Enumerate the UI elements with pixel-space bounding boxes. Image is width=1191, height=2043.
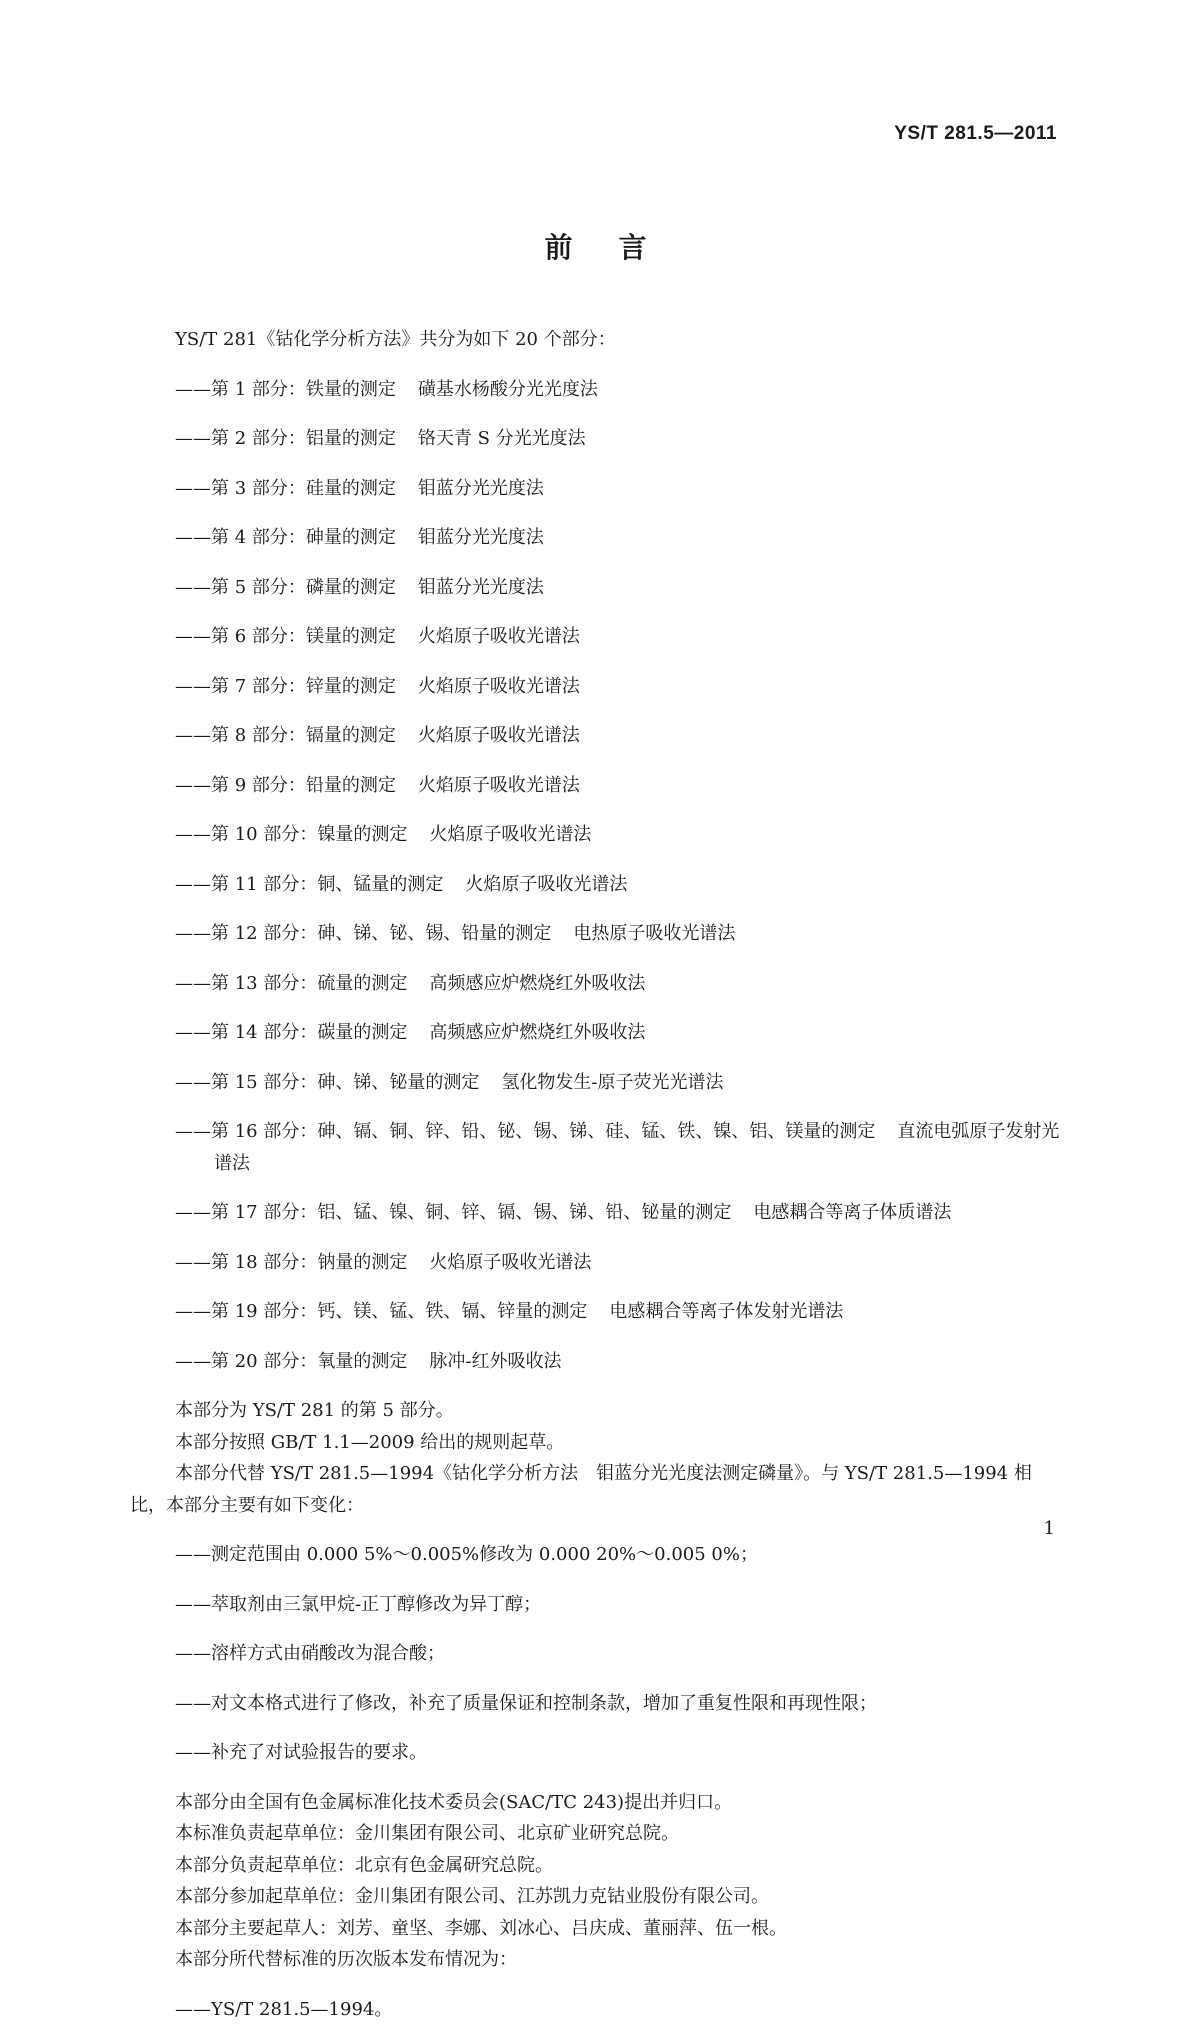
part-label: ——第 19 部分：钙、镁、锰、铁、镉、锌量的测定 — [175, 1301, 588, 1322]
list-item — [130, 1346, 1062, 1378]
part-method: 高频感应炉燃烧红外吸收法 — [429, 1022, 646, 1043]
standard-number: YS/T 281.5—2011 — [894, 123, 1057, 144]
list-item: ——溶样方式由硝酸改为混合酸； — [175, 1643, 445, 1664]
intro-paragraph: YS/T 281《钴化学分析方法》共分为如下 20 个部分： — [175, 329, 616, 350]
part-method: 火焰原子吸收光谱法 — [417, 774, 580, 796]
list-item: ——对文本格式进行了修改，补充了质量保证和控制条款，增加了重复性限和再现性限； — [175, 1692, 877, 1714]
proposer-statement: 本部分由全国有色金属标准化技术委员会(SAC/TC 243)提出并归口。 — [175, 1791, 733, 1813]
part-label: ——第 12 部分：砷、锑、铋、锡、铅量的测定 — [175, 923, 552, 944]
history-intro-statement: 本部分所代替标准的历次版本发布情况为： — [175, 1949, 517, 1970]
part-method: 氢化物发生-原子荧光光谱法 — [501, 1071, 724, 1093]
part-method: 火焰原子吸收光谱法 — [429, 824, 592, 845]
part-method: 电感耦合等离子体发射光谱法 — [609, 1301, 844, 1322]
list-item: ——补充了对试验报告的要求。 — [175, 1742, 427, 1763]
part-method: 火焰原子吸收光谱法 — [465, 873, 628, 895]
part-label: ——第 9 部分：铅量的测定 — [175, 774, 396, 796]
part-of-statement: 本部分为 YS/T 281 的第 5 部分。 — [175, 1400, 454, 1421]
part-label: ——第 2 部分：铝量的测定 — [175, 428, 396, 449]
list-item — [130, 819, 1062, 851]
part-label: ——第 10 部分：镍量的测定 — [175, 824, 408, 845]
list-item: ——测定范围由 0.000 5%～0.005%修改为 0.000 20%～0.005 0%； — [175, 1544, 758, 1565]
part-label: ——第 13 部分：硫量的测定 — [175, 972, 408, 994]
list-item — [130, 869, 1062, 901]
part-label: ——第 14 部分：碳量的测定 — [175, 1022, 408, 1043]
list-item — [130, 671, 1062, 703]
part-method: 磺基水杨酸分光光度法 — [417, 378, 598, 400]
part-label: ——第 4 部分：砷量的测定 — [175, 527, 396, 548]
parts-list — [130, 374, 1062, 1378]
part-method: 高频感应炉燃烧红外吸收法 — [429, 972, 646, 994]
list-item — [130, 374, 1062, 406]
responsible-unit-statement: 本标准负责起草单位：金川集团有限公司、北京矿业研究总院。 — [175, 1823, 679, 1844]
replaces-statement: 本部分代替 YS/T 281.5—1994《钴化学分析方法 钼蓝分光光度法测定磷量》。与 YS/T 281.5—1994 相比，本部分主要有如下变化： — [130, 1463, 1032, 1516]
part-method: 火焰原子吸收光谱法 — [417, 675, 580, 697]
list-item — [130, 621, 1062, 653]
drafters-statement: 本部分主要起草人：刘芳、童坚、李娜、刘冰心、吕庆成、董丽萍、伍一根。 — [175, 1917, 787, 1939]
part-method: 钼蓝分光光度法 — [417, 527, 544, 548]
list-item — [130, 918, 1062, 950]
list-item — [130, 1017, 1062, 1049]
part-method: 火焰原子吸收光谱法 — [417, 725, 580, 746]
changes-list — [130, 1539, 1062, 1769]
part-label: ——第 15 部分：砷、锑、铋量的测定 — [175, 1071, 480, 1093]
foreword-body — [130, 324, 1062, 2043]
part-label: ——第 1 部分：铁量的测定 — [175, 378, 396, 400]
part-label: ——第 16 部分：砷、镉、铜、锌、铅、铋、锡、锑、硅、锰、铁、镍、铝、镁量的测定 — [175, 1121, 876, 1142]
page-number: 1 — [1043, 1518, 1055, 1539]
list-item — [130, 1067, 1062, 1099]
list-item: ——萃取剂由三氯甲烷-正丁醇修改为异丁醇； — [175, 1593, 542, 1615]
part-method: 电感耦合等离子体质谱法 — [753, 1202, 952, 1223]
part-method: 火焰原子吸收光谱法 — [417, 626, 580, 647]
list-item: ——YS/T 281.5—1994。 — [175, 1998, 393, 2020]
part-label: ——第 11 部分：铜、锰量的测定 — [175, 873, 444, 895]
history-list — [130, 1994, 1062, 2026]
list-item — [130, 1296, 1062, 1328]
part-method: 钼蓝分光光度法 — [417, 477, 544, 499]
list-item — [130, 1247, 1062, 1279]
part-method: 铬天青 S 分光光度法 — [417, 428, 586, 449]
list-item — [130, 1197, 1062, 1229]
part-label: ——第 18 部分：钠量的测定 — [175, 1251, 408, 1273]
participating-unit-statement: 本部分参加起草单位：金川集团有限公司、江苏凯力克钴业股份有限公司。 — [175, 1886, 769, 1907]
page-title: 前言 — [544, 231, 693, 264]
part-method: 电热原子吸收光谱法 — [573, 923, 736, 944]
part-label: ——第 7 部分：锌量的测定 — [175, 675, 396, 697]
part-method: 火焰原子吸收光谱法 — [429, 1251, 592, 1273]
part-label: ——第 8 部分：镉量的测定 — [175, 725, 396, 746]
part-label: ——第 3 部分：硅量的测定 — [175, 477, 396, 499]
part-label: ——第 5 部分：磷量的测定 — [175, 576, 396, 598]
drafting-rules-statement: 本部分按照 GB/T 1.1—2009 给出的规则起草。 — [175, 1431, 565, 1453]
drafting-unit-statement: 本部分负责起草单位：北京有色金属研究总院。 — [175, 1854, 553, 1876]
part-label: ——第 17 部分：铝、锰、镍、铜、锌、镉、锡、锑、铅、铋量的测定 — [175, 1202, 732, 1223]
list-item — [130, 473, 1062, 505]
part-label: ——第 6 部分：镁量的测定 — [175, 626, 396, 647]
list-item — [130, 572, 1062, 604]
list-item — [130, 968, 1062, 1000]
list-item — [130, 423, 1062, 455]
part-method: 脉冲-红外吸收法 — [429, 1350, 562, 1372]
part-method: 直流电弧原子发射光谱法 — [214, 1121, 1060, 1174]
list-item — [130, 1116, 1062, 1179]
part-method: 钼蓝分光光度法 — [417, 576, 544, 598]
part-label: ——第 20 部分：氧量的测定 — [175, 1350, 408, 1372]
list-item — [130, 720, 1062, 752]
list-item — [130, 522, 1062, 554]
list-item — [130, 770, 1062, 802]
